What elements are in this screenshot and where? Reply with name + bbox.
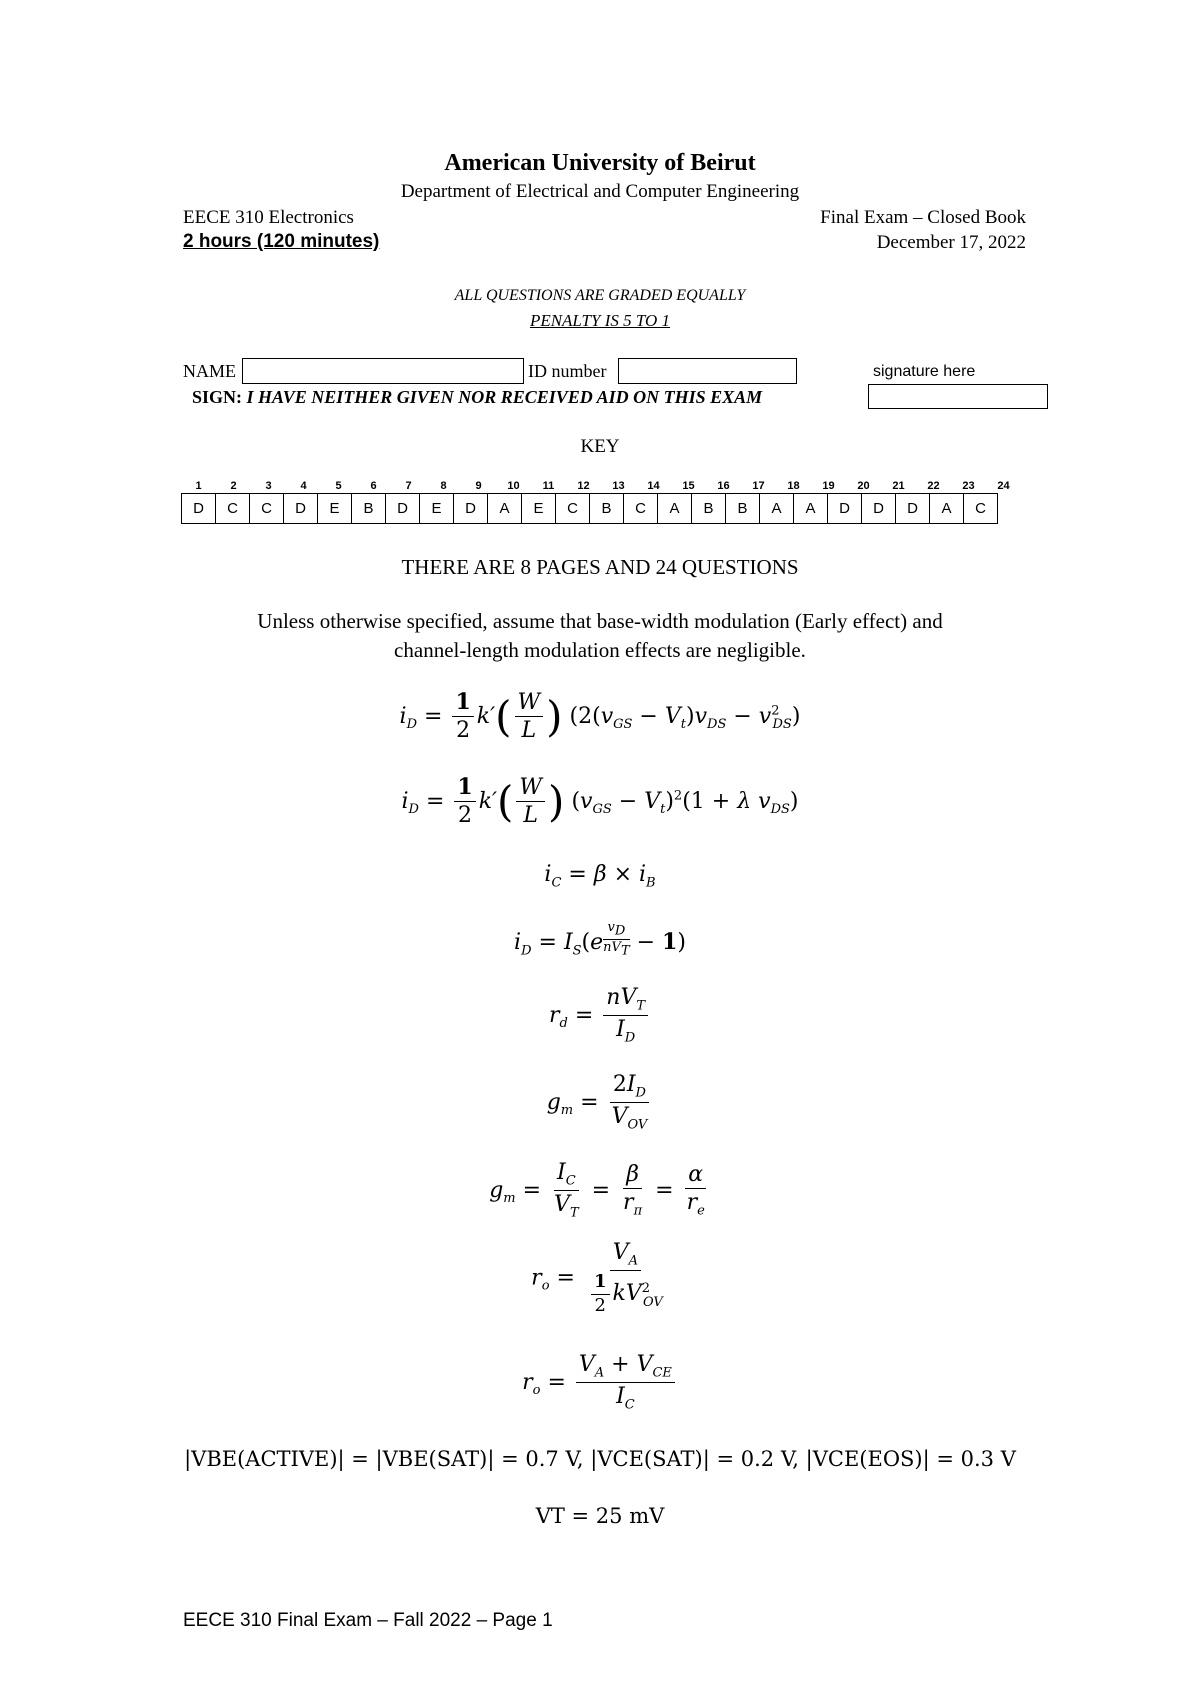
key-question-number: 10	[507, 480, 520, 492]
equation-diode-resistance: $r_d$ = $\frac{nV_T}{I_D}$	[0, 985, 1200, 1047]
id-label: ID number	[528, 361, 607, 381]
key-question-number: 24	[997, 480, 1010, 492]
key-answer-cell: D	[454, 494, 488, 524]
key-question-number: 22	[927, 480, 940, 492]
key-question-number: 21	[892, 480, 905, 492]
key-question-number: 18	[787, 480, 800, 492]
key-answer-cell: C	[556, 494, 590, 524]
equation-triode-current: $i_D$ = $\frac{1}{2}$ k′( $\frac{W}{L}$ ) $(2(v_{GS} - V_t)v_{DS} - v^2_{DS})$	[399, 689, 801, 744]
key-answer-cell: C	[250, 494, 284, 524]
key-question-number: 11	[542, 480, 555, 492]
key-answer-cell: D	[862, 494, 896, 524]
name-input-box[interactable]	[242, 358, 524, 384]
key-question-number: 6	[370, 480, 377, 492]
signature-label: signature here	[873, 363, 976, 380]
key-answer-cell: E	[318, 494, 352, 524]
key-answer-cell: A	[794, 494, 828, 524]
equation-mosfet-ro: $r_o$ = $V_A$ $\frac{1}{2}$ $kV^2_{OV}$	[531, 1240, 663, 1317]
key-answer-cell: E	[420, 494, 454, 524]
key-answer-cell: D	[386, 494, 420, 524]
exam-type-label: Final Exam – Closed Book	[820, 207, 1026, 228]
answer-key-table	[181, 493, 998, 524]
pages-questions-line: THERE ARE 8 PAGES AND 24 QUESTIONS	[401, 555, 799, 579]
key-question-number: 12	[577, 480, 590, 492]
assumption-line-1: Unless otherwise specified, assume that base-width modulation (Early effect) and	[257, 609, 943, 633]
key-question-number: 17	[752, 480, 765, 492]
thermal-voltage-constant: VT = 25 mV	[535, 1504, 665, 1528]
page-footer: EECE 310 Final Exam – Fall 2022 – Page 1	[183, 1610, 553, 1631]
key-answer-cell: B	[352, 494, 386, 524]
key-answer-cell: C	[624, 494, 658, 524]
duration-label: 2 hours (120 minutes)	[183, 231, 380, 252]
key-answer-cell: B	[726, 494, 760, 524]
key-question-number: 5	[335, 480, 342, 492]
key-answer-cell: D	[284, 494, 318, 524]
key-question-number: 20	[857, 480, 870, 492]
key-question-number: 3	[265, 480, 272, 492]
key-question-number: 9	[475, 480, 482, 492]
key-question-number: 4	[300, 480, 307, 492]
penalty-notice: PENALTY IS 5 TO 1	[529, 311, 671, 330]
department-line: Department of Electrical and Computer Engineering	[400, 181, 800, 202]
key-answer-cell: A	[488, 494, 522, 524]
key-question-numbers	[181, 476, 1021, 494]
exam-date: December 17, 2022	[876, 232, 1026, 253]
key-answer-cell: A	[930, 494, 964, 524]
university-title: American University of Beirut	[444, 150, 756, 176]
key-answer-cell: E	[522, 494, 556, 524]
equation-collector-current: $i_C = \beta \times i_B$	[544, 862, 656, 891]
key-question-number: 19	[822, 480, 835, 492]
key-answer-cell: A	[658, 494, 692, 524]
key-question-number: 8	[440, 480, 447, 492]
sign-label: SIGN:	[192, 387, 243, 407]
key-question-number: 23	[962, 480, 975, 492]
assumption-line-2: channel-length modulation effects are negligible.	[394, 638, 806, 662]
name-label: NAME	[183, 361, 236, 381]
sign-text: I HAVE NEITHER GIVEN NOR RECEIVED AID ON THIS EXAM	[246, 387, 763, 407]
equation-mosfet-gm: $g_m$ = $\frac{2I_D}{V_{OV}}$	[546, 1072, 648, 1133]
graded-equally-notice: ALL QUESTIONS ARE GRADED EQUALLY	[454, 287, 746, 304]
course-label: EECE 310 Electronics	[183, 207, 354, 228]
key-question-number: 13	[612, 480, 625, 492]
key-answer-cell: C	[216, 494, 250, 524]
key-answer-cell: D	[828, 494, 862, 524]
key-answer-cell: B	[590, 494, 624, 524]
key-answer-cell: A	[760, 494, 794, 524]
key-question-number: 14	[647, 480, 660, 492]
key-title: KEY	[580, 436, 620, 457]
key-question-number: 7	[405, 480, 412, 492]
id-input-box[interactable]	[618, 358, 797, 384]
equation-bjt-ro: $r_o$ = $\frac{V_A + V_{CE}}{I_C}$	[0, 1352, 1200, 1414]
key-answer-cell: D	[182, 494, 216, 524]
key-question-number: 16	[717, 480, 730, 492]
equation-saturation-current: $i_D$ = $\frac{1}{2}$ k′( $\frac{W}{L}$ ) $(v_{GS} - V_t)^2(1 + \lambda$ $v_{DS}$)	[401, 774, 799, 829]
signature-box[interactable]	[868, 384, 1048, 409]
key-answer-cell: D	[896, 494, 930, 524]
key-answer-cell: B	[692, 494, 726, 524]
bjt-voltage-constants: |VBE(ACTIVE)| = |VBE(SAT)| = 0.7 V, |VCE(SAT)| = 0.2 V, |VCE(EOS)| = 0.3 V	[184, 1447, 1016, 1471]
key-question-number: 1	[195, 480, 202, 492]
sign-statement	[192, 387, 762, 408]
key-answer-cell: C	[964, 494, 998, 524]
key-question-number: 15	[682, 480, 695, 492]
equation-diode-current: $i_D = I_S(e$ $^{v_D nV_T}$ − 1)	[514, 920, 686, 959]
key-question-number: 2	[230, 480, 237, 492]
equation-bjt-gm: $g_m$ = $\frac{I_C}{V_T}$ = $\frac{\beta}{r_\pi}$ = $\frac{\alpha}{r_e}$	[489, 1160, 705, 1221]
